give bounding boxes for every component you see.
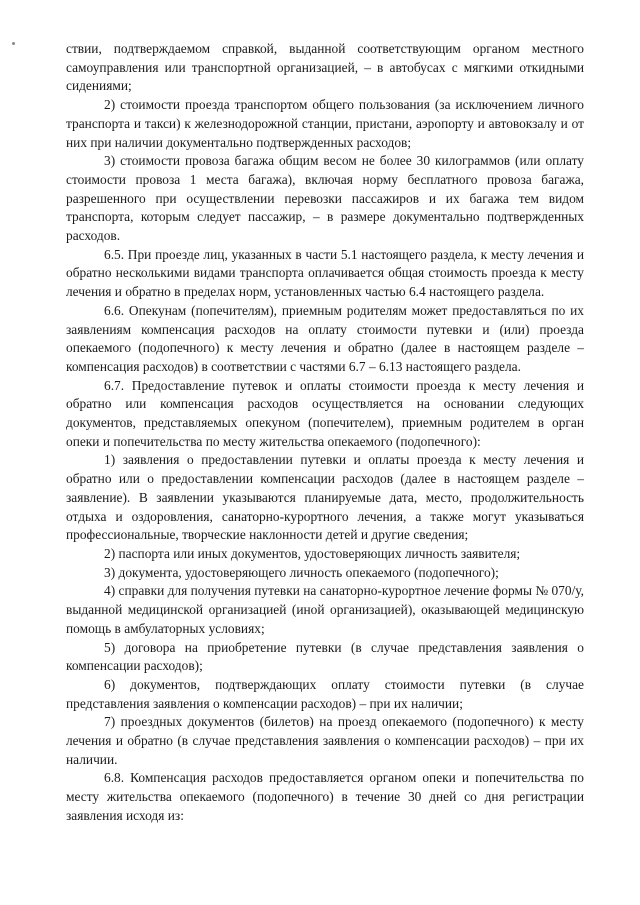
list-item-3: 3) документа, удостоверяющего личность опекаемого (подопечного); <box>104 564 499 580</box>
paragraph-6-5: 6.5. При проезде лиц, указанных в части 5.1 настоящего раздела, к месту лечения и обратно несколькими видами транспорта оплачивается общая стоимость проезда к месту лечения и обратно в пределах норм, установленных частью 6.4 настоящего раздела. <box>66 246 584 300</box>
scan-dot-mark <box>12 42 15 45</box>
list-item-5: 5) договора на приобретение путевки (в случае представления заявления о компенсации расходов); <box>66 639 584 674</box>
list-item-6: 6) документов, подтверждающих оплату стоимости путевки (в случае представления заявления о компенсации расходов) – при их наличии; <box>66 676 584 711</box>
list-item-7: 7) проездных документов (билетов) на проезд опекаемого (подопечного) к месту лечения и обратно (в случае представления заявления о компенсации расходов) – при их наличии. <box>66 714 584 767</box>
paragraph-item-3: 3) стоимости провоза багажа общим весом не более 30 килограммов (или оплату стоимости провоза 1 места багажа), включая норму бесплатного провоза багажа, разрешенного при осуществлении перевозки пассажиров и их багажа тем видом транспорта, которым следует пассажир, – в размере документально подтвержденных расходов. <box>66 153 584 244</box>
paragraph-item-2: 2) стоимости проезда транспортом общего пользования (за исключением личного транспорта и такси) к железнодорожной станции, пристани, аэропорту и автовокзалу и от них при наличии документально подтвержденных расходов; <box>66 97 584 150</box>
list-item-4: 4) справки для получения путевки на санаторно-курортное лечение формы № 070/у, выданной медицинской организацией (иной организацией), оказывающей медицинскую помощь в амбулаторных условиях; <box>66 583 584 636</box>
list-item-1: 1) заявления о предоставлении путевки и оплаты проезда к месту лечения и обратно или о предоставлении компенсации расходов (далее в настоящем разделе – заявление). В заявлении указываются планируемые дата, место, продолжительность отдыха и оздоровления, санаторно-курортного лечения, а также могут указываться профессиональные, творческие наклонности детей и другие сведения; <box>66 452 584 543</box>
paragraph-6-7: 6.7. Предоставление путевок и оплаты стоимости проезда к месту лечения и обратно или компенсация расходов осуществляется на основании следующих документов, представляемых опекуном (попечителем), приемным родителем в орган опеки и попечительства по месту жительства опекаемого (подопечного): <box>66 377 584 449</box>
document-page <box>66 40 584 826</box>
paragraph-6-8: 6.8. Компенсация расходов предоставляется органом опеки и попечительства по месту жительства опекаемого (подопечного) в течение 30 дней со дня регистрации заявления исходя из: <box>66 770 584 823</box>
paragraph-continuation: ствии, подтверждаемом справкой, выданной соответствующим органом местного самоуправления или транспортной организацией, – в автобусах с мягкими откидными сидениями; <box>66 41 584 94</box>
list-item-2: 2) паспорта или иных документов, удостоверяющих личность заявителя; <box>104 545 521 561</box>
paragraph-6-6: 6.6. Опекунам (попечителям), приемным родителям может предоставляться по их заявлениям компенсация расходов на оплату стоимости путевки и (или) проезда опекаемого (подопечного) к месту лечения и обратно (далее в настоящем разделе – компенсация расходов) в соответствии с частями 6.7 – 6.13 настоящего раздела. <box>66 302 584 374</box>
